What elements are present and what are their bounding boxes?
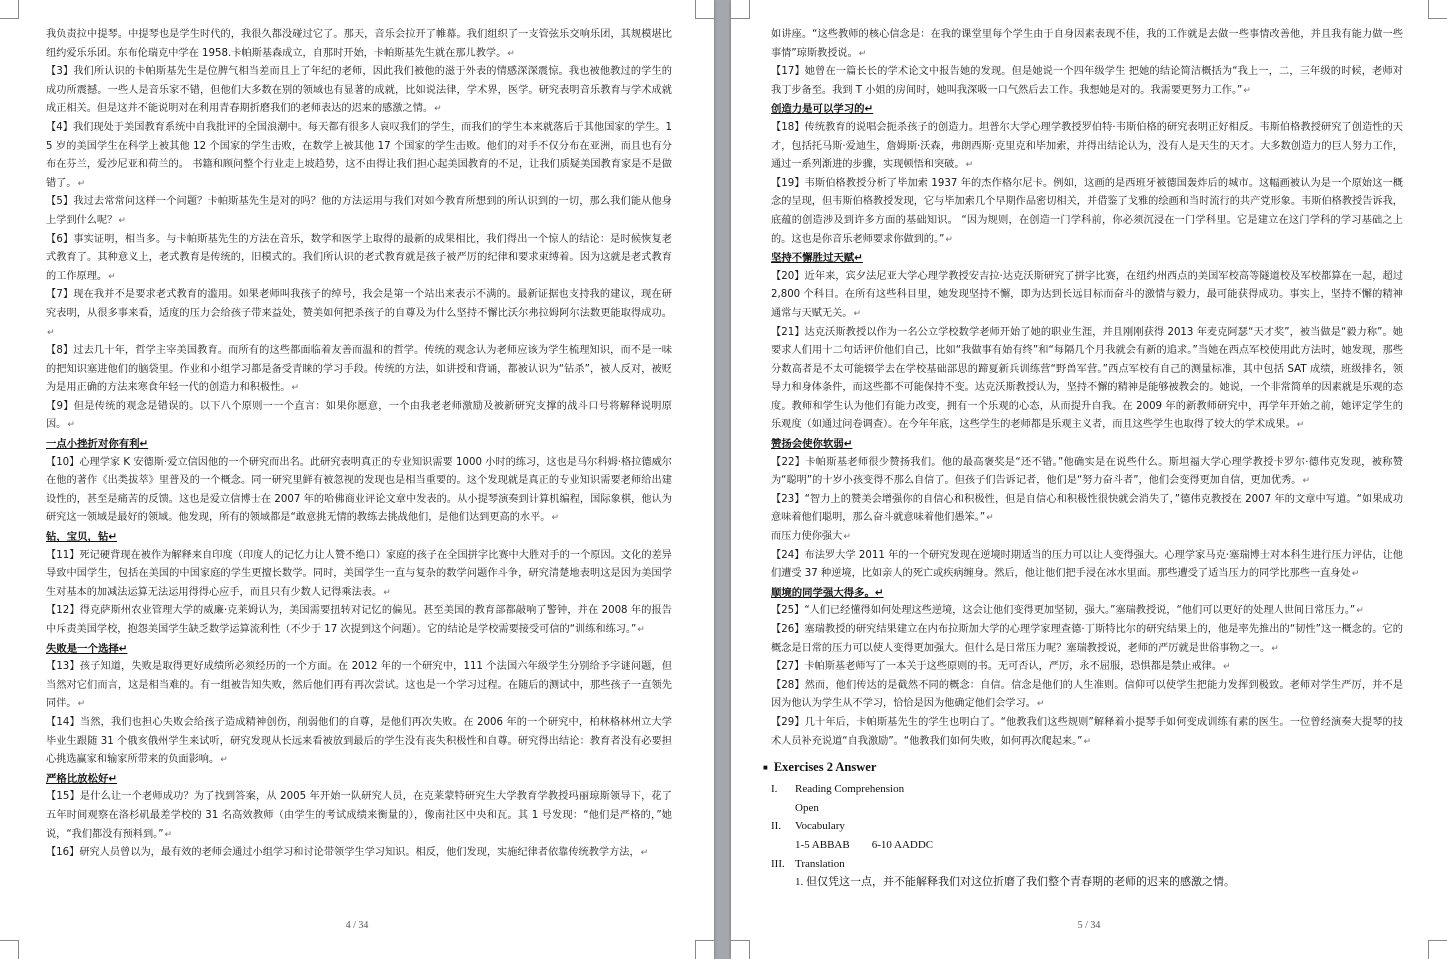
paragraph bbox=[46, 119, 672, 193]
exercise-line bbox=[771, 873, 1403, 892]
paragraph-mark-icon: ↵ bbox=[637, 625, 645, 635]
paragraph-mark-icon: ↵ bbox=[164, 829, 173, 840]
section-heading bbox=[46, 640, 672, 659]
paragraph bbox=[771, 26, 1403, 63]
paragraph bbox=[771, 602, 1403, 621]
paragraph bbox=[771, 119, 1403, 175]
exercise-text: Open bbox=[795, 801, 819, 814]
paragraph-mark-icon: ↵ bbox=[77, 178, 86, 189]
paragraph-mark-icon: ↵ bbox=[843, 438, 853, 451]
paragraph-text: 【23】“智力上的赞美会增强你的自信心和积极性，但是自信心和积极性很快就会消失了，”德伟克教授在 2007 年的文章中写道。“如果成功意味着他们聪明，那么奋斗就意味着他们愚笨。” bbox=[771, 493, 1403, 524]
paragraph-mark-icon: ↵ bbox=[1356, 606, 1364, 617]
exercise-line bbox=[771, 817, 1403, 836]
paragraph-mark-icon: ↵ bbox=[434, 104, 442, 115]
paragraph-text: 【18】传统教育的说唱会扼杀孩子的创造力。坦普尔大学心理学教授罗伯特·韦斯伯格的研究表明正好相反。韦斯伯格教授研究了创造性的天才，包括托马斯·爱迪生，詹姆斯·沃森，弗朗西斯·克里克和毕加索，并得出结论认为，没有人是天生的天才。大多数创造力的巨人努力工作，通过一系列渐进的步骤，实现顿悟和突破。 bbox=[771, 121, 1403, 171]
paragraph-mark-icon: ↵ bbox=[1223, 662, 1231, 673]
paragraph bbox=[46, 231, 672, 287]
paragraph bbox=[46, 193, 672, 230]
page-body bbox=[46, 26, 672, 863]
paragraph-text: 【10】心理学家 K 安德斯·爱立信因他的一个研究而出名。此研究表明真正的专业知识需要 1000 小时的练习，这也是马尔科姆·格拉德威尔在他的著作《出类拔萃》里普及的一个概念。同一研究里鲜有被忽视的发现也是相当重要的。这个发现就是真正的专业知识需要老师给出建设性的，甚至是痛苦的反馈。这也是爱立信博士在 2007 年的哈佛商业评论文章中发表的。从小提琴演奏到计算机编程，国际象棋，他认为研究这一领域是最好的领域。他发现，所有的领域都是“敢意挑无情的教练去挑战他们，是他们达到更高的水平。 bbox=[46, 456, 672, 524]
paragraph-text: 【15】是什么让一个老师成功？为了找到答案，从 2005 年开始一队研究人员，在克莱蒙特研究生大学教育学教授玛丽琼斯领导下，花了五年时间观察在洛杉矶最差学校的 31 名高效教师（由学生的考试成绩来衡量的），像南社区中央和瓦。其 1 号发现：“他们是严格的，”她说，“我们都没有预料到。” bbox=[46, 791, 672, 840]
paragraph-text: 【8】过去几十年，哲学主宰美国教育。而所有的这些都面临着友善而温和的哲学。传统的观念认为老师应该为学生梳理知识，而不是一味的把知识塞进他们的脑袋里。作业和小组学习都是备受青睐的学习手段。传统的方法，如讲授和背诵，都被认识为“钻杀”，被人反对，被贬为是用正确的方法来寒食年轻一代的创造力和积极性。 bbox=[46, 345, 672, 394]
paragraph-text: 【27】卡帕斯基老师写了一本关于这些原则的书。无可否认，严厉，永不屈服，恐惧都是禁止戒律。 bbox=[771, 661, 1223, 673]
paragraph-text: 【19】韦斯伯格教授分析了毕加索 1937 年的杰作格尔尼卡。例如，这画的是西班牙被德国轰炸后的城市。这幅画被认为是一个原始这一概念的呈现，但韦斯伯格教授发现，它与毕加索几个早期作品密切相关，并借鉴了戈雅的绘画和当时流行的共产党形象。韦斯伯格教授告诉我，底蕴的创造涉及到许多方面的基础知识。 “因为规则，在创造一门学科前，你必须沉浸在一门学科里。它是建立在这门学科的学习基础之上的。这也是你音乐老师要求你做到的。” bbox=[771, 177, 1403, 245]
paragraph-text: 【26】塞瑞教授的研究结果建立在内布拉斯加大学的心理学家理查德·丁斯特比尔的研究结果上的，他是率先推出的“韧性”这一概念的。它的概念是日常的压力可以使人变得更加强大。但什么是日常压力呢？塞瑞教授说，老师的严厉就是世俗事物之一。 bbox=[771, 624, 1403, 654]
paragraph-text: 【22】卡帕斯基老师很少赞扬我们。他的最高褒奖是“还不错。”他确实是在说些什么。斯坦福大学心理学教授卡罗尔·德伟克发现，被称赞为“聪明”的十岁小孩变得不那么自信了。但孩子们告诉记者，他们是“努力奋斗者”，他们会变得更加自信，更加优秀。 bbox=[771, 456, 1403, 487]
paragraph-mark-icon: ↵ bbox=[1083, 736, 1091, 747]
paragraph-text: 【20】近年来，宾夕法尼亚大学心理学教授安吉拉·达克沃斯研究了拼字比赛，在纽约州西点的美国军校高等隧道校及军校都算在一起，超过 2,800 个科目。在所有这些科目里，她发现坚持不懈，即为达到长远目标而奋斗的激情与毅力，最可能获得成功。事实上，坚持不懈的精神通常与天赋无关。 bbox=[771, 270, 1403, 319]
crop-mark bbox=[1428, 940, 1447, 959]
paragraph-mark-icon: ↵ bbox=[1296, 420, 1305, 431]
paragraph bbox=[46, 658, 672, 714]
paragraph bbox=[46, 63, 672, 119]
paragraph-mark-icon: ↵ bbox=[843, 532, 851, 543]
crop-mark bbox=[1428, 0, 1447, 19]
paragraph bbox=[46, 26, 672, 63]
paragraph-text: 【13】孩子知道，失败是取得更好成绩所必须经历的一个方面。在 2012 年的一个研究中，111 个法国六年级学生分别给予字谜问题，但当然对它们而言，这是相当难的。有一组被告知失败，然后他们再有再次尝试。这也是一个学习过程。在随后的测试中，那些孩子一直领先同伴。 bbox=[46, 661, 672, 710]
crop-mark bbox=[695, 0, 714, 19]
exercise-text: Reading Comprehension bbox=[795, 783, 905, 796]
paragraph bbox=[46, 286, 672, 342]
paragraph-mark-icon: ↵ bbox=[858, 48, 867, 59]
exercise-line bbox=[771, 799, 1403, 818]
paragraph-mark-icon: ↵ bbox=[47, 327, 55, 338]
section-heading bbox=[771, 435, 1403, 454]
exercise-number: II. bbox=[771, 820, 782, 833]
paragraph-text: 创造力是可以学习的 bbox=[771, 103, 865, 116]
exercise-text: 1. 但仅凭这一点，并不能解释我们对这位折磨了我们整个青春期的老师的迟来的感激之情。 bbox=[795, 876, 1235, 889]
paragraph-mark-icon: ↵ bbox=[383, 587, 391, 598]
exercise-text: Vocabulary bbox=[795, 820, 845, 833]
paragraph-mark-icon: ↵ bbox=[945, 234, 953, 245]
paragraph bbox=[46, 788, 672, 844]
paragraph-text: 如讲座。“这些教师的核心信念是：在我的课堂里每个学生由于自身因素表现不佳，我的工作就是去做一些事情改善他，并且我有能力做一些事情”琼斯教授说。 bbox=[771, 29, 1403, 59]
paragraph-text: 失败是一个选择 bbox=[46, 642, 119, 655]
page-number: 4 / 34 bbox=[345, 920, 369, 931]
paragraph-mark-icon: ↵ bbox=[874, 586, 884, 599]
paragraph-text: 钻，宝贝，钻 bbox=[46, 531, 109, 544]
paragraph bbox=[46, 342, 672, 398]
paragraph bbox=[771, 547, 1403, 584]
paragraph-text: 赞扬会使你软弱 bbox=[771, 438, 844, 451]
paragraph bbox=[771, 677, 1403, 714]
paragraph-text: 【14】当然，我们也担心失败会给孩子造成精神创伤，削弱他们的自尊，是他们再次失败。在 2006 年的一个研究中，柏林格林州立大学毕业生跟随 31 个俄亥俄州学生来试听，研究发现从长远来看被放到最后的学生没有丧失积极性和自尊。研究得出结论：教育者没有必要担心挑选赢家和输家所带来的负面影响。 bbox=[46, 716, 672, 766]
paragraph-mark-icon: ↵ bbox=[853, 308, 862, 319]
paragraph-text: 顺境的同学强大得多。 bbox=[771, 586, 875, 599]
paragraph-text: 【17】她曾在一篇长长的学术论文中报告她的发现。但是她说一个四年级学生 把她的结论简洁概括为“我上一，二，三年级的时候，老师对我丁步备至。我到 T 小姐的房间时，她叫我深吸一口气然后去工作。我想她是对的。我需要更努力工作。” bbox=[771, 66, 1403, 96]
paragraph-mark-icon: ↵ bbox=[1243, 85, 1251, 96]
paragraph bbox=[46, 454, 672, 528]
paragraph-text: 【25】“人们已经懂得如何处理这些逆境，这会让他们变得更加坚韧，强大。”塞瑞教授说，“他们可以更好的处理人世间日常压力。” bbox=[771, 605, 1356, 617]
paragraph bbox=[46, 844, 672, 863]
exercises-title: Exercises 2 Answer bbox=[773, 760, 877, 775]
paragraph bbox=[771, 621, 1403, 658]
paragraph-mark-icon: ↵ bbox=[139, 438, 149, 451]
exercise-line bbox=[771, 780, 1403, 799]
paragraph bbox=[771, 491, 1403, 528]
exercise-number: I. bbox=[771, 783, 778, 796]
exercise-text: Translation bbox=[795, 857, 845, 870]
paragraph-text: 【6】事实证明，相当多。与卡帕斯基先生的方法在音乐，数学和医学上取得的最新的成果相比，我们得出一个惊人的结论：是时候恢复老式教育了。其种意义上，老式教育是传统的，旧模式的。我们所认识的老式教育就是孩子被严厉的纪律和要求束缚着。因为这就是老式教育的工作原理。 bbox=[46, 233, 672, 282]
paragraph-text: 而压力使你强大 bbox=[771, 531, 843, 543]
paragraph-text: 我负责拉中提琴。中提琴也是学生时代的，我很久都没碰过它了。那天，音乐会拉开了帷幕。我们组织了一支管弦乐交响乐团，其规模堪比纽约爱乐乐团。东布伦瑞克中学在 1958.卡帕斯基森成立，自那时开始，卡帕斯基先生就在那儿教学。 bbox=[46, 29, 672, 59]
paragraph-mark-icon: ↵ bbox=[1271, 643, 1279, 654]
section-heading bbox=[46, 770, 672, 789]
paragraph-text: 【28】然而，他们传达的是截然不同的概念：自信。信念是他们的人生准则。信仰可以使学生把能力发挥到极致。老师对学生严厉，并不是因为他认为学生从不学习，恰恰是因为他确定他们会学习。 bbox=[771, 679, 1403, 710]
document-page-4 bbox=[0, 0, 714, 959]
paragraph-mark-icon: ↵ bbox=[118, 642, 128, 655]
paragraph-mark-icon: ↵ bbox=[108, 772, 118, 785]
paragraph bbox=[771, 528, 1403, 547]
paragraph-text: 【5】我过去常常问这样一个问题？卡帕斯基先生是对的吗？他的方法运用与我们对如今教育所想到的所认识到的一切，那么我们能从他身上学到什么呢？ bbox=[46, 196, 672, 226]
paragraph bbox=[46, 398, 672, 435]
paragraph-text: 【7】现在我并不是要求老式教育的滥用。如果老师叫我孩子的绰号，我会是第一个站出来表示不满的。最新证据也支持我的建议，现在研究表明，从很多事来看，适度的压力会给孩子带来益处，赞美如何把杀孩子的自尊及为什么坚持不懈比沃尔弗拉姆阿尔法数更能取得成功。 bbox=[46, 289, 672, 319]
paragraph-mark-icon: ↵ bbox=[507, 48, 515, 59]
paragraph-text: 坚持不懈胜过天赋 bbox=[771, 252, 855, 265]
paragraph-mark-icon: ↵ bbox=[986, 513, 994, 524]
paragraph-mark-icon: ↵ bbox=[291, 383, 300, 394]
exercise-line bbox=[771, 855, 1403, 874]
paragraph bbox=[46, 602, 672, 639]
paragraph bbox=[771, 714, 1403, 751]
page-number: 5 / 34 bbox=[1077, 920, 1101, 931]
crop-mark bbox=[731, 940, 750, 959]
paragraph bbox=[771, 454, 1403, 491]
paragraph-text: 【29】几十年后，卡帕斯基先生的学生也明白了。“他教我们这些规则”解释着小提琴手如何变成训练有素的医生。一位曾经演奏大提琴的技术人员补充说道“自我激励”。“他教我们如何失败，如何再次爬起来。” bbox=[771, 716, 1403, 747]
paragraph-text: 【24】布法罗大学 2011 年的一个研究发现在逆境时期适当的压力可以让人变得强大。心理学家马克·塞瑞博士对本科生进行压力评估，让他们遭受 37 种逆境，比如亲人的死亡或疾病缠身。然后，他让他们把手浸在冰水里面。那些遭受了适当压力的同学比那些一直身处 bbox=[771, 549, 1403, 580]
paragraph-mark-icon: ↵ bbox=[118, 215, 126, 226]
paragraph-text: 【3】我们所认识的卡帕斯基先生是位脾气相当差而且上了年纪的老师，因此我们被他的滋于外表的情感深深震惊。我也被他教过的学生的成功所震撼。一些人是音乐家不错，但他们大多数在别的领域也有显著的成就，比如说法律，学术界，医学。研究表明音乐教育与学术成就成正相关。但是这并不能说明对在利用青春期折磨我们的老师表达的迟来的感激之情。 bbox=[46, 66, 672, 115]
paragraph-mark-icon: ↵ bbox=[551, 513, 560, 524]
paragraph bbox=[46, 714, 672, 770]
paragraph-text: 【11】死记硬背现在被作为解释来自印度（印度人的记忆力让人赞不绝口）家庭的孩子在全国拼字比赛中大胜对手的一个原因。文化的差异导致中国学生，包括在美国的中国家庭的学生更擅长数学。同时，美国学生一直与复杂的数学问题作斗争，研究清楚地表明这是因为美国学生对基本的加减法运算无法运用得得心应手，而且只有少数人记得乘法表。 bbox=[46, 549, 672, 598]
paragraph-mark-icon: ↵ bbox=[854, 252, 863, 265]
section-heading bbox=[771, 584, 1403, 603]
section-heading bbox=[46, 435, 672, 454]
crop-mark bbox=[695, 940, 714, 959]
paragraph-mark-icon: ↵ bbox=[965, 160, 974, 171]
paragraph-mark-icon: ↵ bbox=[1302, 476, 1311, 487]
crop-mark bbox=[0, 0, 19, 19]
paragraph-mark-icon: ↵ bbox=[108, 271, 116, 282]
paragraph bbox=[771, 658, 1403, 677]
document-page-5 bbox=[731, 0, 1447, 959]
paragraph-text: 【4】我们现处于美国教育系统中自我批评的全国浪潮中。每天都有很多人哀叹我们的学生，而我们的学生本来就落后于其他国家的学生。15 岁的美国学生在科学上被其他 12 个国家的学生击败，在数学上被其他 17 个国家的学生击败。他们的对手不仅分布在亚洲，而且也有分布在芬兰，爱沙尼亚和荷兰的。 书籍和顾问整个行业走上坡趋势，这不由得让我们担心起美国教育的不足，让我们质疑美国教育家是不是做错了。 bbox=[46, 121, 672, 189]
paragraph-mark-icon: ↵ bbox=[220, 755, 228, 766]
section-heading bbox=[46, 528, 672, 547]
paragraph-mark-icon: ↵ bbox=[1351, 569, 1360, 580]
exercises-heading bbox=[763, 757, 1403, 778]
paragraph-text: 【16】研究人员曾以为，最有效的老师会通过小组学习和讨论带领学生学习知识。相反，他们发现，实施纪律者依靠传统教学方法， bbox=[46, 847, 640, 859]
crop-mark bbox=[0, 940, 19, 959]
paragraph bbox=[771, 268, 1403, 324]
exercise-number: III. bbox=[771, 857, 785, 870]
paragraph-text: 【21】达克沃斯教授以作为一名公立学校数学老师开始了她的职业生涯，并且刚刚获得 2013 年麦克阿瑟“天才奖”，被当做是“毅力称”。她要求人们用十二句话评价他们自己，比如“我做事有始有终”和“每隔几个月我就会有新的追求。”当她在西点军校使用此方法时，她发现，那些分数高者是不太可能辍学去在学校基础部思的蹄夏新兵训练营“野兽军营。”西点军校有自己的测量标准，其中包括 SAT 成绩，班级排名，领导力和身体条件，而这些都不可能保持不变。达克沃斯教授认为，坚持不懈的精神是能够被教会的。她说，一个非常简单的因素就是乐观的态度。教师和学生认为他们有能力改变，拥有一个乐观的心态，从而提升自我。在 2009 年的新教师研究中，再学年开始之前，她评定学生的乐观度（如通过问卷调查）。在今年年底，这些学生的老师都是乐观主义者，而且这些学生也取得了较大的学术成果。 bbox=[771, 326, 1403, 431]
exercise-line bbox=[771, 836, 1403, 855]
page-body bbox=[763, 26, 1403, 892]
paragraph bbox=[46, 547, 672, 603]
paragraph-mark-icon: ↵ bbox=[1036, 699, 1045, 710]
paragraph-text: 【12】得克萨斯州农业管理大学的威廉·克莱姆认为，美国需要扭转对记忆的偏见。甚至美国的教育部都敲响了警钟，并在 2008 年的报告中斥责美国学校，抱怨美国学生缺乏数学运算流利性（不少于 17 次提到这个问题）。它的结论是学校需要接受可信的“训练和练习。” bbox=[46, 605, 672, 635]
crop-mark bbox=[731, 0, 750, 19]
paragraph-mark-icon: ↵ bbox=[864, 103, 874, 116]
exercise-text: 1-5 ABBAB 6-10 AADDC bbox=[795, 839, 934, 852]
paragraph-mark-icon: ↵ bbox=[67, 420, 75, 431]
paragraph bbox=[771, 324, 1403, 436]
section-heading bbox=[771, 100, 1403, 119]
paragraph-mark-icon: ↵ bbox=[108, 531, 118, 544]
paragraph-mark-icon: ↵ bbox=[77, 699, 86, 710]
paragraph bbox=[771, 175, 1403, 249]
paragraph-text: 【9】但是传统的观念是错误的。以下八个原则一一个直言：如果你愿意，一个由我老老师激励及被新研究支撑的战斗口号将解释说明原因。 bbox=[46, 400, 672, 431]
section-heading bbox=[771, 249, 1403, 268]
square-bullet-icon: ■ bbox=[763, 763, 768, 773]
paragraph-text: 一点小挫折对你有利 bbox=[46, 438, 140, 451]
paragraph-mark-icon: ↵ bbox=[640, 848, 649, 859]
paragraph bbox=[771, 63, 1403, 100]
paragraph-text: 严格比放松好 bbox=[46, 772, 109, 785]
